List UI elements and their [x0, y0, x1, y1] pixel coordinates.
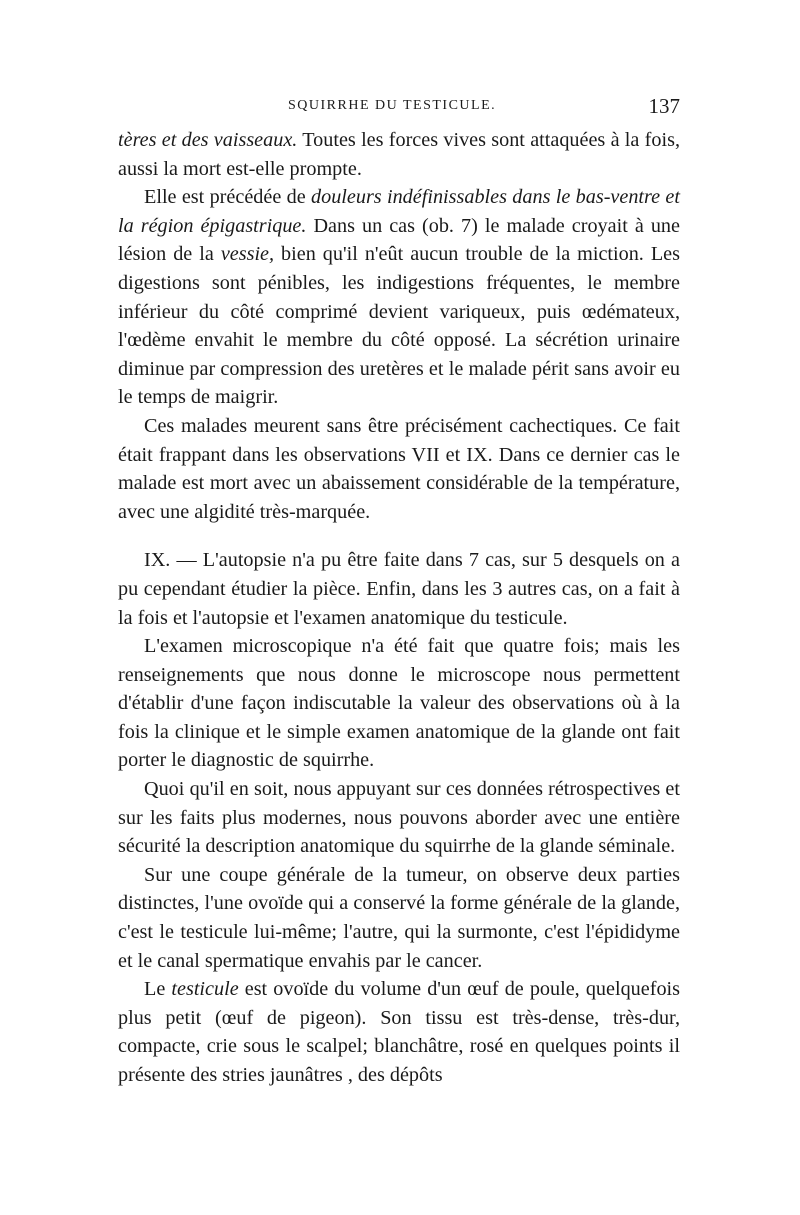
paragraph-8	[118, 975, 680, 1089]
paragraph-4	[118, 546, 680, 632]
paragraph-2-segment-2: douleurs indéfinissables dans le bas-ventre et la région épigastrique.	[118, 186, 681, 237]
paragraph-5-segment-1: L'examen microscopique n'a été fait que quatre fois; mais les renseignements que nous donne le microscope nous permettent d'établir d'une façon indiscutable la valeur des observations où à la fois la clinique et le simple examen anatomique de la glande ont fait porter le diagnostic de squirrhe.	[118, 635, 680, 772]
page-number: 137	[648, 94, 680, 118]
paragraph-4-segment-1: IX. — L'autopsie n'a pu être faite dans 7 cas, sur 5 desquels on a pu cependant étudier la pièce. Enfin, dans les 3 autres cas, on a fait à la fois et l'autopsie et l'examen anatomique du testicule.	[118, 549, 680, 629]
paragraph-8-segment-1: Le	[144, 978, 172, 1001]
paragraph-7	[118, 861, 680, 975]
paragraph-7-segment-1: Sur une coupe générale de la tumeur, on observe deux parties distinctes, l'une ovoïde qui a conservé la forme générale de la glande, c'est le testicule lui-même; l'autre, qui la surmonte, c'est l'épididyme et le canal spermatique envahis par le cancer.	[118, 863, 680, 972]
paragraph-2	[118, 183, 680, 412]
book-page	[118, 92, 680, 1090]
paragraph-3	[118, 412, 680, 526]
paragraph-8-segment-2: testicule	[171, 978, 239, 1001]
paragraph-6-segment-1: Quoi qu'il en soit, nous appuyant sur ces données rétrospectives et sur les faits plus modernes, nous pouvons aborder avec une entière sécurité la description anatomique du squirrhe de la glande séminale.	[118, 778, 680, 858]
paragraph-2-segment-3: Dans un cas (ob. 7) le malade croyait à une lésion de la	[118, 214, 680, 266]
paragraph-2-segment-1: Elle est précédée de	[144, 186, 311, 209]
paragraph-6	[118, 775, 680, 861]
body-text	[118, 126, 680, 1090]
paragraph-3-segment-1: Ces malades meurent sans être précisément cachectiques. Ce fait était frappant dans les observations VII et IX. Dans ce dernier cas le malade est mort avec un abaissement considérable de la température, avec une algidité très-marquée.	[118, 414, 680, 523]
running-title: SQUIRRHE DU TESTICULE.	[288, 98, 497, 113]
paragraph-1	[118, 126, 680, 183]
paragraph-5	[118, 632, 680, 775]
running-header	[118, 92, 680, 126]
paragraph-1-segment-2: Toutes les forces vives sont attaquées à la fois, aussi la mort est-elle prompte.	[118, 129, 680, 180]
paragraph-2-segment-5: bien qu'il n'eût aucun trouble de la miction. Les digestions sont pénibles, les indigestions fréquentes, le membre inférieur du côté comprimé devient variqueux, puis œdémateux, l'œdème envahit le membre du côté opposé. La sécrétion urinaire diminue par compression des uretères et le malade périt sans avoir eu le temps de maigrir.	[118, 243, 680, 409]
paragraph-2-segment-4: vessie,	[220, 243, 275, 266]
paragraph-8-segment-3: est ovoïde du volume d'un œuf de poule, quelquefois plus petit (œuf de pigeon). Son tissu est très-dense, très-dur, compacte, crie sous le scalpel; blanchâtre, rosé en quelques points il présente des stries jaunâtres , des dépôts	[118, 978, 681, 1086]
paragraph-1-segment-1: tères et des vaisseaux.	[118, 129, 298, 151]
